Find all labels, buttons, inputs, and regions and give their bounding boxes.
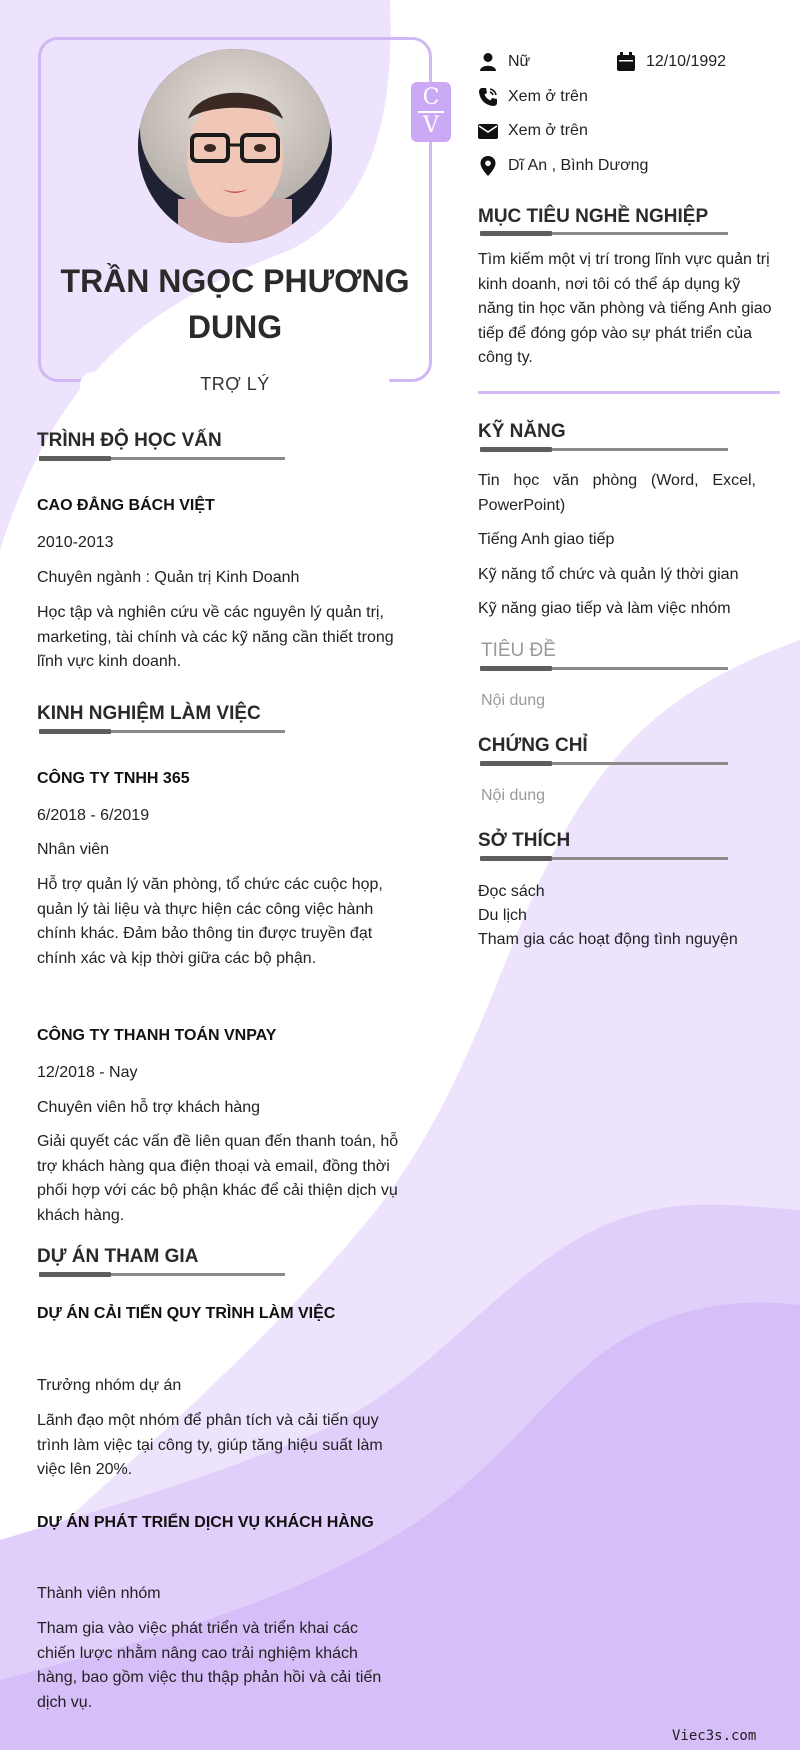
address-value: Dĩ An , Bình Dương	[508, 157, 649, 174]
full-name: TRẦN NGỌC PHƯƠNG DUNG	[60, 263, 410, 345]
cv-badge	[411, 82, 451, 142]
contact-address	[478, 153, 738, 179]
section-divider	[478, 391, 780, 394]
experience-period: 12/2018 - Nay	[37, 1064, 138, 1081]
cv-badge-letter-v: V	[423, 113, 439, 138]
experience-underline	[39, 730, 285, 733]
hobby-item: Du lịch	[478, 907, 527, 924]
experience-role: Nhân viên	[37, 841, 110, 858]
experience-role: Chuyên viên hỗ trợ khách hàng	[37, 1099, 261, 1116]
certificates-heading: CHỨNG CHỈ	[478, 735, 588, 756]
hobbies-underline	[480, 857, 728, 860]
footer-brand[interactable]: Viec3s.com	[672, 1728, 757, 1744]
contact-email	[478, 118, 678, 144]
skills-underline	[480, 448, 728, 451]
experience-heading: KINH NGHIỆM LÀM VIỆC	[37, 703, 261, 724]
education-school: CAO ĐẲNG BÁCH VIỆT	[37, 497, 215, 514]
contact-gender	[478, 49, 618, 75]
education-period: 2010-2013	[37, 534, 114, 551]
location-pin-icon	[478, 156, 498, 176]
experience-company: CÔNG TY THANH TOÁN VNPAY	[37, 1027, 277, 1044]
job-title: TRỢ LÝ	[200, 374, 270, 394]
experience-period: 6/2018 - 6/2019	[37, 807, 150, 824]
hobby-item: Đọc sách	[478, 883, 545, 900]
certificates-content: Nội dung	[481, 787, 546, 804]
skill-item: Tin học văn phòng (Word, Excel, PowerPoint)	[478, 472, 756, 514]
envelope-icon	[478, 121, 498, 141]
contact-phone	[478, 84, 678, 110]
experience-description: Hỗ trợ quản lý văn phòng, tổ chức các cuộc họp, quản lý tài liệu và thực hiện các công việc hành chính khác. Đảm bảo thông tin được truyền đạt chính xác và kịp thời giữa các bộ phận.	[37, 876, 383, 967]
skill-item: Tiếng Anh giao tiếp	[478, 531, 615, 548]
education-description: Học tập và nghiên cứu về các nguyên lý quản trị, marketing, tài chính và các kỹ năng cần thiết trong lĩnh vực kinh doanh.	[37, 604, 394, 670]
hobbies-heading: SỞ THÍCH	[478, 830, 571, 851]
calendar-icon	[616, 52, 636, 72]
avatar	[138, 49, 332, 243]
cv-badge-letter-c: C	[422, 85, 440, 110]
objective-heading: MỤC TIÊU NGHỀ NGHIỆP	[478, 206, 709, 227]
phone-value: Xem ở trên	[508, 88, 588, 105]
phone-icon	[478, 87, 498, 107]
objective-text: Tìm kiếm một vị trí trong lĩnh vực quản trị kinh doanh, nơi tôi có thể áp dụng kỹ năng tin học văn phòng và tiếng Anh giao tiếp để đóng góp vào sự phát triển của công ty.	[478, 251, 772, 366]
custom-section-underline	[480, 667, 728, 670]
user-icon	[478, 52, 498, 72]
contact-birthday	[616, 49, 786, 75]
projects-underline	[39, 1273, 285, 1276]
education-major: Chuyên ngành : Quản trị Kinh Doanh	[37, 569, 300, 586]
project-role: Trưởng nhóm dự án	[37, 1377, 182, 1394]
project-description: Lãnh đạo một nhóm để phân tích và cải tiến quy trình làm việc tại công ty, giúp tăng hiệu suất làm việc lên 20%.	[37, 1412, 383, 1478]
email-value: Xem ở trên	[508, 122, 588, 139]
project-role: Thành viên nhóm	[37, 1585, 161, 1602]
experience-company: CÔNG TY TNHH 365	[37, 770, 190, 787]
project-name: DỰ ÁN PHÁT TRIỂN DỊCH VỤ KHÁCH HÀNG	[37, 1514, 374, 1531]
certificates-underline	[480, 762, 728, 765]
experience-description: Giải quyết các vấn đề liên quan đến thanh toán, hỗ trợ khách hàng qua điện thoại và email, đồng thời phối hợp với các bộ phận khác để cải thiện dịch vụ khách hàng.	[37, 1133, 399, 1224]
projects-heading: DỰ ÁN THAM GIA	[37, 1246, 199, 1267]
birthday-value: 12/10/1992	[646, 53, 727, 70]
hobby-item: Tham gia các hoạt động tình nguyện	[478, 931, 738, 948]
custom-section-heading: TIÊU ĐỀ	[481, 640, 556, 661]
project-name: DỰ ÁN CẢI TIẾN QUY TRÌNH LÀM VIỆC	[37, 1305, 336, 1322]
gender-value: Nữ	[508, 53, 531, 70]
objective-underline	[480, 232, 728, 235]
skills-heading: KỸ NĂNG	[478, 421, 566, 442]
custom-section-content: Nội dung	[481, 692, 546, 709]
education-heading: TRÌNH ĐỘ HỌC VẤN	[37, 430, 222, 451]
skill-item: Kỹ năng giao tiếp và làm việc nhóm	[478, 600, 731, 617]
education-underline	[39, 457, 285, 460]
skill-item: Kỹ năng tổ chức và quản lý thời gian	[478, 566, 739, 583]
project-description: Tham gia vào việc phát triển và triển khai các chiến lược nhằm nâng cao trải nghiệm khách hàng, bao gồm việc thu thập phản hồi và cải tiến dịch vụ.	[37, 1620, 382, 1711]
